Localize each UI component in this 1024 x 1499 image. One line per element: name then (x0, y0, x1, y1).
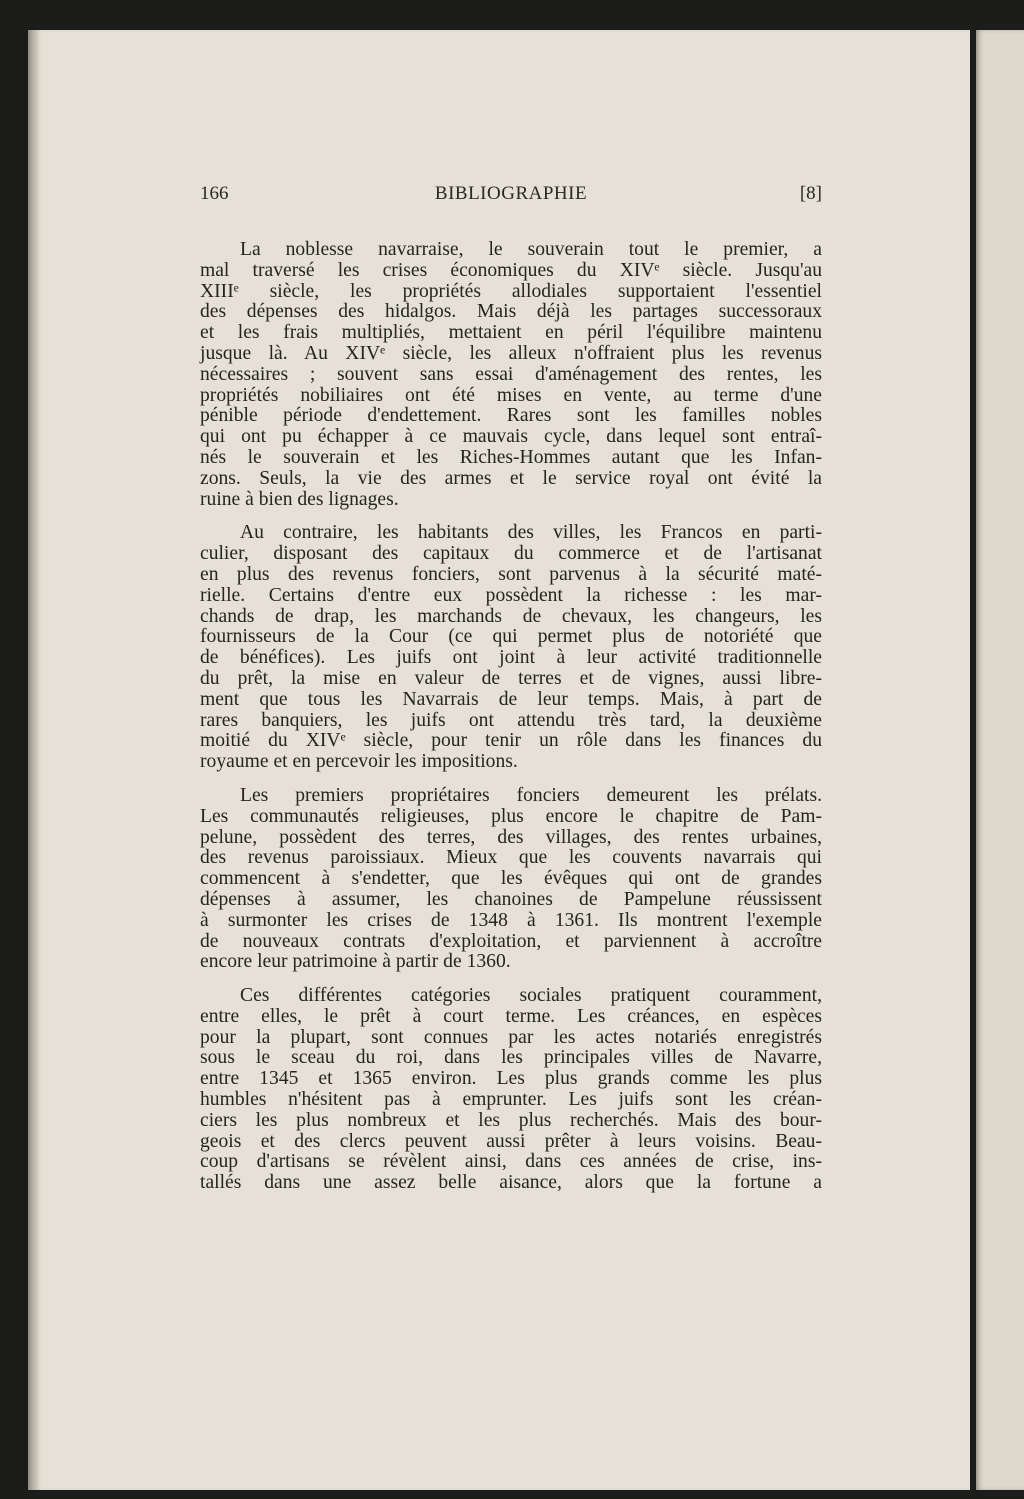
text-line: et les frais multipliés, mettaient en péril l'équilibre maintenu (200, 322, 822, 344)
text-line: ment que tous les Navarrais de leur temps. Mais, à part de (200, 688, 822, 710)
text-line: nés le souverain et les Riches-Hommes autant que les Infan- (200, 446, 822, 468)
section-marker: [8] (799, 183, 822, 204)
text-line: chands de drap, les marchands de chevaux, les changeurs, les (200, 605, 822, 627)
body-text (200, 240, 822, 1207)
text-line: qui ont pu échapper à ce mauvais cycle, dans lequel sont entraî- (200, 426, 822, 448)
text-line: nécessaires ; souvent sans essai d'aménagement des rentes, les (200, 363, 822, 385)
text-line: tallés dans une assez belle aisance, alors que la fortune a (200, 1172, 822, 1194)
text-line: moitié du XIVᵉ siècle, pour tenir un rôle dans les finances du (200, 730, 822, 752)
text-line: rares banquiers, les juifs ont attendu très tard, la deuxième (200, 709, 822, 731)
text-line: Les communautés religieuses, plus encore le chapitre de Pam- (200, 805, 822, 827)
text-line: ruine à bien des lignages. (200, 488, 399, 510)
text-line: jusque là. Au XIVᵉ siècle, les alleux n'offraient plus les revenus (200, 342, 822, 364)
text-line: encore leur patrimoine à partir de 1360. (200, 951, 511, 973)
text-line: royaume et en percevoir les impositions. (200, 751, 518, 773)
text-line: de nouveaux contrats d'exploitation, et parviennent à accroître (200, 930, 822, 952)
text-line: entre elles, le prêt à court terme. Les créances, en espèces (200, 1005, 822, 1027)
text-line: zons. Seuls, la vie des armes et le service royal ont évité la (200, 467, 822, 489)
text-line: propriétés nobiliaires ont été mises en vente, au terme d'une (200, 384, 822, 406)
text-line: commencent à s'endetter, que les évêques qui ont de grandes (200, 868, 822, 890)
text-line: pénible période d'endettement. Rares sont les familles nobles (200, 405, 822, 427)
text-line: des revenus paroissiaux. Mieux que les couvents navarrais qui (200, 847, 822, 869)
page-number: 166 (200, 183, 229, 204)
text-line: Au contraire, les habitants des villes, les Francos en parti- (240, 522, 822, 544)
running-header (200, 183, 822, 209)
text-line: XIIIᵉ siècle, les propriétés allodiales supportaient l'essentiel (200, 280, 822, 302)
text-line: entre 1345 et 1365 environ. Les plus grands comme les plus (200, 1068, 822, 1090)
text-line: sous le sceau du roi, dans les principales villes de Navarre, (200, 1047, 822, 1069)
text-line: ciers les plus nombreux et les plus recherchés. Mais des bour- (200, 1109, 822, 1131)
text-line: mal traversé les crises économiques du XIVᵉ siècle. Jusqu'au (200, 259, 822, 281)
text-line: geois et des clercs peuvent aussi prêter à leurs voisins. Beau- (200, 1130, 822, 1152)
text-line: dépenses à assumer, les chanoines de Pampelune réussissent (200, 888, 822, 910)
running-title: BIBLIOGRAPHIE (434, 183, 588, 204)
paragraph (200, 986, 822, 1194)
text-line: du prêt, la mise en valeur de terres et de vignes, aussi libre- (200, 667, 822, 689)
paragraph (200, 240, 822, 510)
text-line: Ces différentes catégories sociales pratiquent couramment, (240, 985, 822, 1007)
text-line: Les premiers propriétaires fonciers demeurent les prélats. (240, 784, 822, 806)
text-line: à surmonter les crises de 1348 à 1361. Ils montrent l'exemple (200, 909, 822, 931)
facing-page-edge (976, 30, 1024, 1490)
text-line: en plus des revenus fonciers, sont parvenus à la sécurité maté- (200, 563, 822, 585)
text-line: de bénéfices). Les juifs ont joint à leur activité traditionnelle (200, 647, 822, 669)
text-line: humbles n'hésitent pas à emprunter. Les juifs sont les créan- (200, 1089, 822, 1111)
text-line: pelune, possèdent des terres, des villages, des rentes urbaines, (200, 826, 822, 848)
text-line: rielle. Certains d'entre eux possèdent la richesse : les mar- (200, 584, 822, 606)
text-line: La noblesse navarraise, le souverain tout le premier, a (240, 239, 822, 260)
paragraph (200, 786, 822, 973)
text-line: coup d'artisans se révèlent ainsi, dans ces années de crise, ins- (200, 1151, 822, 1173)
text-line: pour la plupart, sont connues par les actes notariés enregistrés (200, 1026, 822, 1048)
text-line: des dépenses des hidalgos. Mais déjà les partages successoraux (200, 301, 822, 323)
paragraph (200, 523, 822, 773)
text-line: fournisseurs de la Cour (ce qui permet plus de notoriété que (200, 626, 822, 648)
text-line: culier, disposant des capitaux du commerce et de l'artisanat (200, 543, 822, 565)
